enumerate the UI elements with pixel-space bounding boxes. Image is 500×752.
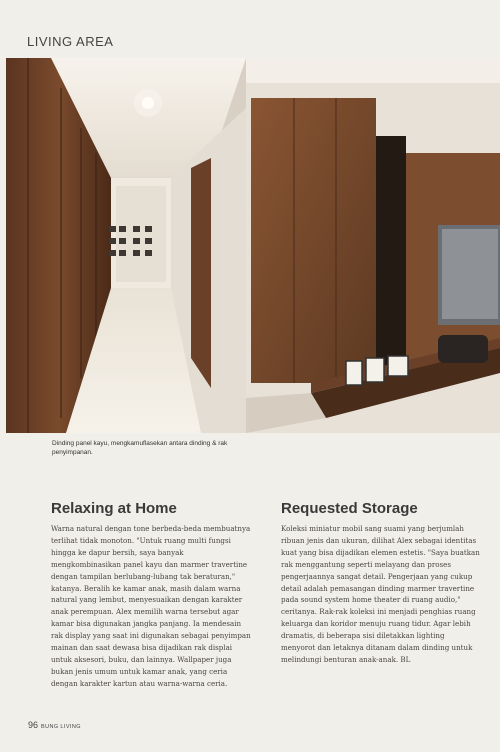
section-label: LIVING AREA	[27, 34, 114, 49]
section-heading: Requested Storage	[281, 500, 418, 517]
section-heading: Relaxing at Home	[51, 500, 177, 517]
living-area-photo	[6, 58, 500, 433]
photo-caption: Dinding panel kayu, mengkamuflasekan antara dinding & rak penyimpanan.	[52, 440, 228, 456]
right-column	[281, 500, 481, 666]
folio	[28, 720, 81, 730]
left-column	[51, 500, 251, 690]
body-text: Koleksi miniatur mobil sang suami yang berjumlah ribuan jenis dan ukuran, dilihat Alex sebagai identitas kuat yang bisa dijadikan elemen estetis. "Saya buatkan rak menggantung seperti melayang dan proses pengerjaannya sangat detail. Pengerjaan yang cukup detail adalah pemasangan dinding marmer travertine pada sound system home theater di ruang audio," ceritanya. Rak-rak koleksi ini menjadi penghias ruang keluarga dan koridor menuju ruang tidur. Agar lebih dramatis, di beberapa sisi diletakkan lighting menyorot dan letaknya ditanam dalam dinding untuk melindungi benturan anak-anak. BL	[281, 524, 480, 664]
body-text: Warna natural dengan tone berbeda-beda membuatnya terlihat tidak monoton. "Untuk ruang multi fungsi hingga ke dapur bersih, saya banyak mengkombinasikan panel kayu dan marmer travertine dengan tampilan berlubang-lubang tak beraturan," katanya. Beralih ke kamar anak, masih dalam warna natural yang lembut, menyesuaikan dengan karakter anak perempuan. Alex memilih warna tersebut agar kamar bisa digunakan jangka panjang. Ia mendesain rak display yang saat ini digunakan sebagai penyimpan mainan dan saat dewasa bisa dijadikan rak displai untuk aksesori, buku, dan lainnya. Wallpaper juga bukan jenis umum untuk kamar anak, yang ceria dengan karakter kartun atau warna-warna ceria.	[51, 524, 251, 688]
page-number: 96	[28, 720, 39, 730]
publication-name: BUNG LIVING	[41, 724, 81, 730]
